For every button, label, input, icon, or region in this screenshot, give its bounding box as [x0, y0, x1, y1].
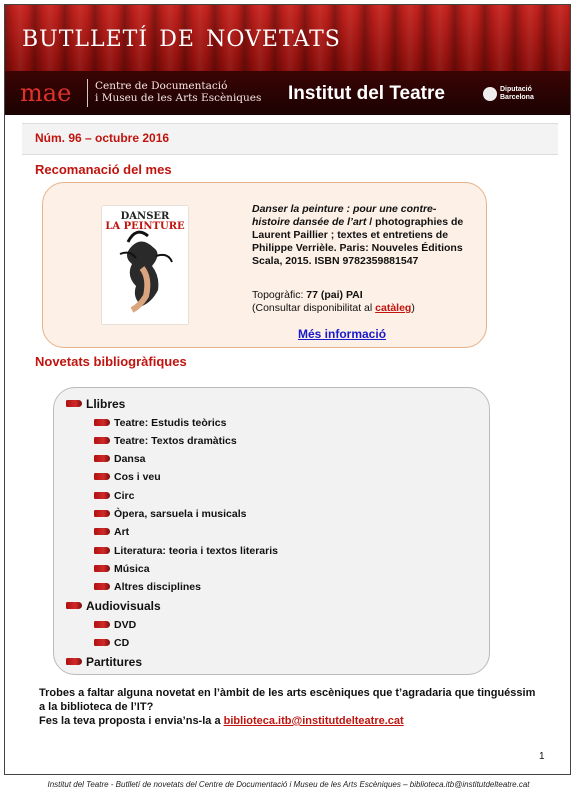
category-partitures[interactable] [66, 655, 142, 669]
subcategory-label: Teatre: Textos dramàtics [114, 435, 237, 447]
topographic-label: Topogràfic: [252, 289, 307, 301]
category-llibres[interactable] [66, 397, 125, 411]
mae-logo: mae [20, 79, 72, 107]
category-label: Audiovisuals [86, 599, 161, 613]
pointing-hand-icon [94, 528, 110, 535]
subcategory-label: Cos i veu [114, 471, 161, 483]
subcategory-item[interactable] [94, 508, 247, 520]
category-list-box [53, 387, 490, 675]
category-audiovisuals[interactable] [66, 599, 161, 613]
pointing-hand-icon [94, 547, 110, 554]
more-info-link[interactable]: Més informació [298, 327, 387, 341]
page-footer: Institut del Teatre - Butlletí de novetats del Centre de Documentació i Museu de les Arts Escèniques – biblioteca.itb@institutdelteatre.cat [47, 780, 530, 789]
page-number: 1 [539, 751, 545, 762]
subcategory-item[interactable] [94, 417, 226, 429]
proposal-prefix: Fes la teva proposta i envia’ns-la a [39, 715, 224, 727]
subcategory-label: Òpera, sarsuela i musicals [114, 508, 247, 520]
subcategory-label: Circ [114, 490, 135, 502]
book-cover-image[interactable] [102, 206, 188, 324]
pointing-hand-icon [94, 510, 110, 517]
proposal-text [39, 686, 539, 728]
subcategory-label: Teatre: Estudis teòrics [114, 417, 227, 429]
recommendation-box [42, 182, 487, 348]
cdm-line-1: Centre de Documentació [95, 80, 228, 92]
pointing-hand-icon [94, 621, 110, 628]
pointing-hand-icon [94, 455, 110, 462]
logo-strip [5, 71, 570, 115]
subcategory-item[interactable] [94, 490, 134, 502]
catalog-link[interactable]: catàleg [375, 302, 412, 314]
cdm-line-2: i Museu de les Arts Escèniques [95, 92, 262, 104]
pointing-hand-icon [66, 400, 82, 407]
header-banner [5, 5, 570, 113]
pointing-hand-icon [94, 419, 110, 426]
subcategory-item[interactable] [94, 435, 237, 447]
pointing-hand-icon [66, 658, 82, 665]
subcategory-item[interactable] [94, 545, 278, 557]
subcategory-label: Música [114, 563, 150, 575]
issue-number: Núm. 96 – octubre 2016 [35, 131, 170, 145]
subcategory-label: DVD [114, 619, 137, 631]
catalog-suffix: ) [411, 302, 415, 314]
book-description [252, 203, 467, 268]
subcategory-label: Art [114, 526, 130, 538]
topographic-value: 77 (pai) PAI [306, 289, 363, 301]
pointing-hand-icon [94, 437, 110, 444]
pointing-hand-icon [94, 492, 110, 499]
subcategory-item[interactable] [94, 453, 146, 465]
subcategory-item[interactable] [94, 563, 150, 575]
diputacio-line-2: Barcelona [500, 94, 534, 101]
proposal-question: Trobes a faltar alguna novetat en l’àmbit de les arts escèniques que t’agradaria que tinguéssim a la biblioteca de l’IT? [39, 687, 536, 713]
diputacio-emblem-icon [483, 87, 497, 101]
category-label: Partitures [86, 655, 143, 669]
cover-title-line-2: LA PEINTURE [105, 221, 185, 232]
catalog-prefix: (Consultar disponibilitat al [252, 302, 376, 314]
subcategory-label: CD [114, 637, 130, 649]
subcategory-item[interactable] [94, 581, 201, 593]
email-link[interactable]: biblioteca.itb@institutdelteatre.cat [223, 715, 404, 727]
subcategory-item[interactable] [94, 526, 129, 538]
pointing-hand-icon [94, 473, 110, 480]
newsletter-title: butlletí de novetats [22, 16, 341, 54]
subcategory-item[interactable] [94, 637, 129, 649]
subcategory-label: Literatura: teoria i textos literaris [114, 545, 278, 557]
dancer-photo [102, 206, 188, 324]
institut-del-teatre-logo: Institut del Teatre [288, 83, 445, 104]
book-title: Danser la peinture : pour une contre-histoire dansée de l’art [252, 203, 437, 228]
diputacio-logo-text [500, 86, 534, 102]
diputacio-line-1: Diputació [500, 86, 532, 93]
subcategory-label: Dansa [114, 453, 146, 465]
subcategory-label: Altres disciplines [114, 581, 201, 593]
cdm-logo-text [95, 80, 261, 104]
pointing-hand-icon [94, 583, 110, 590]
recommendation-heading: Recomanació del mes [35, 162, 172, 177]
topographic-info [252, 289, 477, 315]
pointing-hand-icon [94, 639, 110, 646]
novetats-heading: Novetats bibliogràfiques [35, 354, 187, 369]
logo-divider [87, 79, 88, 107]
subcategory-item[interactable] [94, 471, 161, 483]
issue-bar [22, 123, 558, 155]
category-label: Llibres [86, 397, 126, 411]
pointing-hand-icon [94, 565, 110, 572]
book-details: / photographies de Laurent Paillier ; textes et entretiens de Philippe Verrièle. Paris: Nouveles Éditions Scala, 2015. ISBN 9782359881547 [252, 216, 464, 267]
cover-title-line-1: DANSER [120, 211, 170, 222]
newsletter-page [4, 4, 571, 775]
subcategory-item[interactable] [94, 619, 136, 631]
pointing-hand-icon [66, 602, 82, 609]
